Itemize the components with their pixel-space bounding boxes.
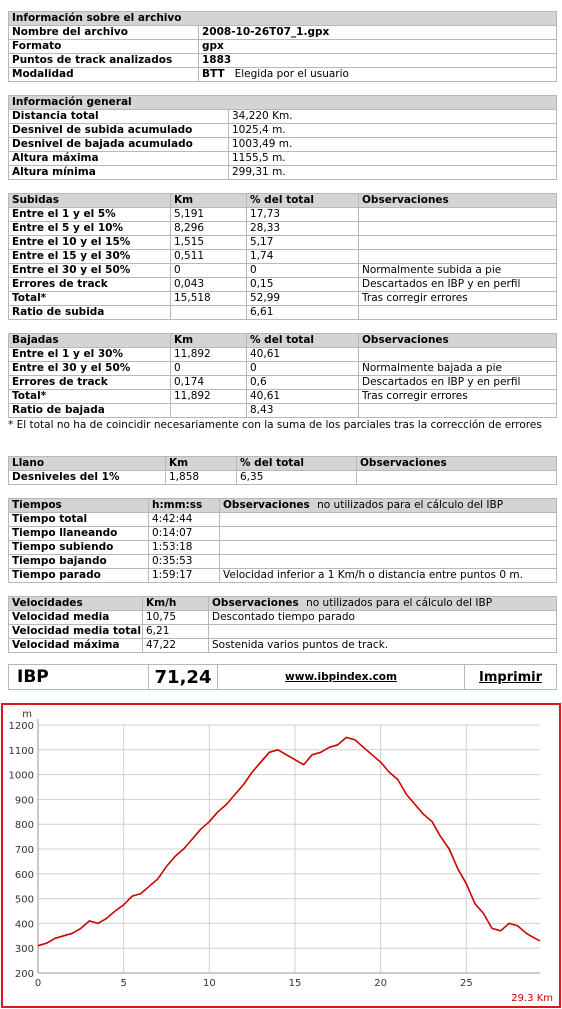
table-row: Formato gpx <box>9 40 557 54</box>
general-table <box>8 95 557 180</box>
modalidad-value: BTT <box>202 68 225 80</box>
ibp-value: 71,24 <box>149 665 218 689</box>
llano-table: Llano Km % del total Observaciones Desniveles del 1% 1,858 6,35 <box>8 456 557 485</box>
x-tick-label: 10 <box>202 978 216 989</box>
archivo-table <box>8 11 557 82</box>
table-row: Velocidad máxima 47,22 Sostenida varios puntos de track. <box>9 639 557 653</box>
table-row: Errores de track 0,174 0,6 Descartados en IBP y en perfil <box>9 376 557 390</box>
y-tick-label: 900 <box>14 795 34 807</box>
table-row: Entre el 1 y el 5% 5,191 17,73 <box>9 208 557 222</box>
table-row: Puntos de track analizados 1883 <box>9 54 557 68</box>
table-row: Velocidad media total 6,21 <box>9 625 557 639</box>
y-tick-label: 1200 <box>8 721 34 732</box>
table-row: Distancia total 34,220 Km. <box>9 110 557 124</box>
y-axis-label: m <box>22 709 32 720</box>
total-distance-label: 29.3 Km <box>511 993 553 1004</box>
table-row: Entre el 10 y el 15% 1,515 5,17 <box>9 236 557 250</box>
y-tick-label: 200 <box>14 969 34 980</box>
table-row: Errores de track 0,043 0,15 Descartados en IBP y en perfil <box>9 278 557 292</box>
table-row: Total* 11,892 40,61 Tras corregir errores <box>9 390 557 404</box>
y-tick-label: 700 <box>14 845 34 856</box>
table-row: Entre el 30 y el 50% 0 0 Normalmente subida a pie <box>9 264 557 278</box>
x-tick-label: 0 <box>34 978 42 989</box>
y-tick-label: 1100 <box>8 745 34 757</box>
table-row: Ratio de bajada 8,43 <box>9 404 557 418</box>
table-row: Altura máxima 1155,5 m. <box>9 152 557 166</box>
table-row: Desnivel de bajada acumulado 1003,49 m. <box>9 138 557 152</box>
table-row: Ratio de subida 6,61 <box>9 306 557 320</box>
table-row: Tiempo subiendo 1:53:18 <box>9 541 557 555</box>
table-row: Altura mínima 299,31 m. <box>9 166 557 180</box>
y-tick-label: 500 <box>14 894 34 906</box>
table-row: Entre el 15 y el 30% 0,511 1,74 <box>9 250 557 264</box>
elevation-series-line <box>38 737 540 945</box>
bajadas-table: Bajadas Km % del total Observaciones Entre el 1 y el 30% 11,892 40,61 Entre el 30 y el 50% 0 0 Normalmente bajada a pie Errores de track 0,174 0,6 Descartados en IBP y en perfil Total* 11,892 40,61 Tras corregir errores Ratio de bajada 8,43 <box>8 333 557 418</box>
table-row: Desniveles del 1% 1,858 6,35 <box>9 471 557 485</box>
table-row: Velocidad media 10,75 Descontado tiempo parado <box>9 611 557 625</box>
y-tick-label: 600 <box>14 869 34 881</box>
x-tick-label: 20 <box>374 978 388 989</box>
x-tick-label: 5 <box>120 978 127 989</box>
tiempos-table: Tiempos h:mm:ss Observaciones no utilizados para el cálculo del IBP Tiempo total 4:42:44 Tiempo llaneando 0:14:07 Tiempo subiendo 1:53:18 Tiempo bajando 0:35:53 Tiempo parado 1:59:17 Velocidad inferior a 1 Km/h o distancia entre puntos 0 m. <box>8 498 557 583</box>
table-row: Nombre del archivo 2008-10-26T07_1.gpx <box>9 26 557 40</box>
table-row: Desnivel de subida acumulado 1025,4 m. <box>9 124 557 138</box>
table-row: Modalidad BTT Elegida por el usuario <box>9 68 557 82</box>
table-row: Entre el 5 y el 10% 8,296 28,33 <box>9 222 557 236</box>
footnote: * El total no ha de coincidir necesariamente con la suma de los parciales tras la corrección de errores <box>8 419 542 431</box>
print-link[interactable]: Imprimir <box>479 669 542 685</box>
table-row: Entre el 30 y el 50% 0 0 Normalmente bajada a pie <box>9 362 557 376</box>
elevation-chart <box>1 703 561 1008</box>
ibp-website-link[interactable]: www.ibpindex.com <box>218 665 465 689</box>
elevation-chart-svg <box>3 705 559 1006</box>
archivo-header: Información sobre el archivo <box>9 12 557 26</box>
y-tick-label: 300 <box>14 944 34 956</box>
y-tick-label: 800 <box>14 820 34 832</box>
y-tick-label: 400 <box>14 919 34 931</box>
y-tick-label: 1000 <box>8 770 34 782</box>
x-tick-label: 25 <box>459 978 473 989</box>
ibp-bar <box>8 664 557 690</box>
table-row: Tiempo parado 1:59:17 Velocidad inferior a 1 Km/h o distancia entre puntos 0 m. <box>9 569 557 583</box>
ibp-label: IBP <box>9 665 149 689</box>
table-row: Tiempo llaneando 0:14:07 <box>9 527 557 541</box>
table-row: Total* 15,518 52,99 Tras corregir errores <box>9 292 557 306</box>
table-row: Tiempo total 4:42:44 <box>9 513 557 527</box>
x-tick-label: 15 <box>288 978 302 989</box>
table-row: Entre el 1 y el 30% 11,892 40,61 <box>9 348 557 362</box>
modalidad-note: Elegida por el usuario <box>234 68 349 80</box>
table-row: Tiempo bajando 0:35:53 <box>9 555 557 569</box>
subidas-table: Subidas Km % del total Observaciones Entre el 1 y el 5% 5,191 17,73 Entre el 5 y el 10% 8,296 28,33 Entre el 10 y el 15% 1,515 5,17 Entre el 15 y el 30% 0,511 1,74 Entre el 30 y el 50% 0 0 Normalmente subida a pie Errores de track 0,043 0,15 Descartados en IBP y en perfil Total* 15,518 52,99 Tras corregir errores Ratio de subida 6,61 <box>8 193 557 320</box>
velocidades-table: Velocidades Km/h Observaciones no utilizados para el cálculo del IBP Velocidad media 10,75 Descontado tiempo parado Velocidad media total 6,21 Velocidad máxima 47,22 Sostenida varios puntos de track. <box>8 596 557 653</box>
general-header: Información general <box>9 96 557 110</box>
